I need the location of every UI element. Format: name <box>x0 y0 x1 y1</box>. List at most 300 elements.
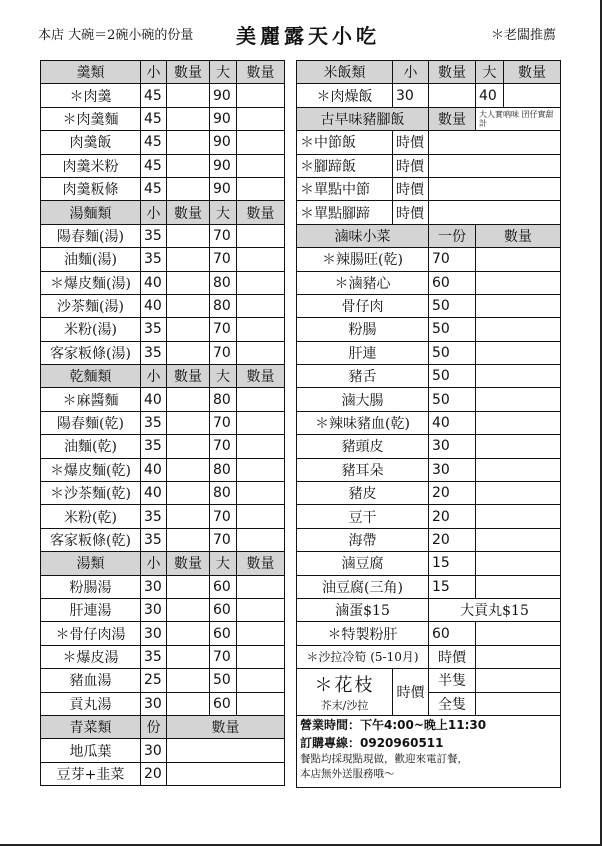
col-qty-label: 數量 <box>429 107 476 130</box>
qty-input[interactable] <box>476 528 561 551</box>
qty-input[interactable] <box>476 458 561 481</box>
item-price: 時價 <box>393 201 429 224</box>
section-title: 古早味豬腳飯 <box>297 107 429 130</box>
menu-item-row <box>41 739 285 762</box>
large-price: 70 <box>210 248 237 271</box>
small-qty-input[interactable] <box>167 692 210 715</box>
small-price: 40 <box>141 294 167 317</box>
item-name: ＊沙茶麵(乾) <box>41 482 141 505</box>
large-price: 70 <box>210 645 237 668</box>
large-qty-input[interactable] <box>237 435 285 458</box>
small-price: 35 <box>141 505 167 528</box>
large-qty-input[interactable] <box>237 154 285 177</box>
item-name: 滷豆腐 <box>297 552 429 575</box>
egg-item: 滷蛋$15 <box>297 598 429 621</box>
large-qty-input[interactable] <box>237 482 285 505</box>
large-qty-input[interactable] <box>237 388 285 411</box>
item-price: 20 <box>429 505 476 528</box>
slogan-note: 大人實吶味 囝仔實甜計 <box>479 109 554 128</box>
small-price: 35 <box>141 318 167 341</box>
large-qty-input[interactable] <box>237 224 285 247</box>
item-name: 骨仔肉 <box>297 294 429 317</box>
item-name: 粉腸 <box>297 318 429 341</box>
item-name: 肉羹飯 <box>41 131 141 154</box>
qty-input[interactable] <box>167 762 285 785</box>
item-name: ＊肉羹麵 <box>41 107 141 130</box>
menu-item-row <box>297 645 561 668</box>
large-price: 70 <box>210 435 237 458</box>
item-name: 陽春麵(湯) <box>41 224 141 247</box>
small-qty-input[interactable] <box>167 224 210 247</box>
small-qty-input[interactable] <box>167 622 210 645</box>
menu-item-row <box>41 388 285 411</box>
menu-item-row <box>297 552 561 575</box>
section-title: 湯類 <box>41 552 141 575</box>
small-price: 25 <box>141 669 167 692</box>
large-price: 50 <box>210 669 237 692</box>
item-name: 豬皮 <box>297 482 429 505</box>
item-name: ＊辣味豬血(乾) <box>297 411 429 434</box>
menu-item-row <box>297 365 561 388</box>
qty-input[interactable] <box>476 248 561 271</box>
section-title: 青菜類 <box>41 715 141 738</box>
menu-item-row <box>41 341 285 364</box>
menu-item-row <box>297 388 561 411</box>
col-portion-label: 份 <box>141 715 167 738</box>
large-qty-input[interactable] <box>237 692 285 715</box>
qty-input[interactable] <box>429 177 561 200</box>
item-name: 豬頭皮 <box>297 435 429 458</box>
portion-note: 本店 大碗＝2碗小碗的份量 <box>38 28 194 43</box>
item-price: 時價 <box>393 177 429 200</box>
menu-item-row <box>41 598 285 621</box>
item-price: 50 <box>429 341 476 364</box>
menu-item-row <box>41 177 285 200</box>
col-qty-label: 數量 <box>237 61 285 84</box>
col-qty-label: 數量 <box>476 224 561 247</box>
large-qty-input[interactable] <box>237 177 285 200</box>
large-price: 70 <box>210 341 237 364</box>
col-portion-label: 一份 <box>429 224 476 247</box>
large-qty-input[interactable] <box>237 107 285 130</box>
item-name: 肉羹粄條 <box>41 177 141 200</box>
qty-input[interactable] <box>429 131 561 154</box>
qty-input[interactable] <box>476 411 561 434</box>
small-price: 35 <box>141 645 167 668</box>
menu-item-row <box>41 84 285 107</box>
qty-input[interactable] <box>476 552 561 575</box>
small-price: 35 <box>141 224 167 247</box>
item-price: 60 <box>429 271 476 294</box>
section-header-pork-knuckle <box>297 107 561 130</box>
small-price: 40 <box>141 388 167 411</box>
small-qty-input[interactable] <box>167 318 210 341</box>
small-qty-input[interactable] <box>167 669 210 692</box>
section-header-veg <box>41 715 285 738</box>
large-price: 60 <box>210 692 237 715</box>
small-qty-input[interactable] <box>167 505 210 528</box>
item-name: 肉羹米粉 <box>41 154 141 177</box>
menu-item-row <box>41 645 285 668</box>
menu-item-row <box>41 435 285 458</box>
large-price: 60 <box>210 622 237 645</box>
large-price: 70 <box>210 411 237 434</box>
menu-item-row <box>297 177 561 200</box>
menu-item-row <box>297 528 561 551</box>
section-title: 湯麵類 <box>41 201 141 224</box>
menu-item-row <box>297 131 561 154</box>
menu-item-row <box>297 458 561 481</box>
squid-name-cell <box>297 669 393 716</box>
menu-item-row <box>41 224 285 247</box>
small-price: 35 <box>141 248 167 271</box>
menu-item-row <box>41 107 285 130</box>
item-price: 50 <box>429 365 476 388</box>
col-large-label: 大 <box>210 552 237 575</box>
large-qty-input[interactable] <box>237 131 285 154</box>
col-qty-label: 數量 <box>237 201 285 224</box>
menu-item-row <box>41 458 285 481</box>
large-price: 90 <box>210 107 237 130</box>
small-qty-input[interactable] <box>167 341 210 364</box>
item-name: ＊爆皮麵(乾) <box>41 458 141 481</box>
item-name: ＊爆皮湯 <box>41 645 141 668</box>
menu-item-row <box>41 131 285 154</box>
large-price: 80 <box>210 482 237 505</box>
menu-item-row <box>297 201 561 224</box>
small-price: 45 <box>141 154 167 177</box>
large-qty-input[interactable] <box>237 458 285 481</box>
menu-item-row <box>41 411 285 434</box>
small-qty-input[interactable] <box>167 107 210 130</box>
menu-item-row <box>41 505 285 528</box>
squid-name: ＊花枝 <box>314 675 375 697</box>
section-title: 羹類 <box>41 61 141 84</box>
small-qty-input[interactable] <box>167 177 210 200</box>
item-name: 客家粄條(乾) <box>41 528 141 551</box>
item-name: 豆干 <box>297 505 429 528</box>
qty-input[interactable] <box>429 154 561 177</box>
large-qty-input[interactable] <box>237 318 285 341</box>
section-header-dry-noodle <box>41 365 285 388</box>
small-qty-input[interactable] <box>167 248 210 271</box>
section-title: 滷味小菜 <box>297 224 429 247</box>
recommend-note: ＊老闆推薦 <box>490 28 556 43</box>
col-qty-label: 數量 <box>167 552 210 575</box>
large-qty-input[interactable] <box>237 248 285 271</box>
large-price: 90 <box>210 131 237 154</box>
small-price: 30 <box>393 84 429 107</box>
right-menu-table <box>296 60 561 788</box>
menu-item-row <box>297 505 561 528</box>
menu-item-row <box>41 482 285 505</box>
half-qty-input[interactable] <box>476 669 561 692</box>
large-price: 70 <box>210 505 237 528</box>
menu-item-row <box>41 669 285 692</box>
store-info <box>297 715 561 787</box>
large-price: 70 <box>210 528 237 551</box>
small-qty-input[interactable] <box>167 131 210 154</box>
section-title: 乾麵類 <box>41 365 141 388</box>
small-qty-input[interactable] <box>167 482 210 505</box>
item-price: 50 <box>429 294 476 317</box>
small-qty-input[interactable] <box>167 528 210 551</box>
small-price: 40 <box>141 271 167 294</box>
left-menu-table <box>40 60 285 786</box>
col-qty-label: 數量 <box>237 552 285 575</box>
item-price: 50 <box>429 318 476 341</box>
item-name: 肝連湯 <box>41 598 141 621</box>
item-name: ＊單點中節 <box>297 177 393 200</box>
qty-input[interactable] <box>167 739 285 762</box>
qty-input[interactable] <box>476 645 561 668</box>
info-row <box>297 715 561 787</box>
col-small-label: 小 <box>141 61 167 84</box>
small-qty-input[interactable] <box>167 411 210 434</box>
small-price: 35 <box>141 435 167 458</box>
small-price: 30 <box>141 598 167 621</box>
item-price: 30 <box>141 739 167 762</box>
menu-item-row <box>41 622 285 645</box>
item-name: 米粉(乾) <box>41 505 141 528</box>
qty-input[interactable] <box>476 294 561 317</box>
menu-item-row <box>297 598 561 621</box>
menu-item-row <box>297 248 561 271</box>
col-small-label: 小 <box>141 552 167 575</box>
qty-input[interactable] <box>476 435 561 458</box>
col-qty-label: 數量 <box>167 201 210 224</box>
delivery-note: 本店無外送服務哦～ <box>300 767 395 780</box>
item-name: ＊肉燥飯 <box>297 84 393 107</box>
item-price: 時價 <box>393 154 429 177</box>
small-price: 35 <box>141 411 167 434</box>
item-price: 20 <box>141 762 167 785</box>
menu-item-row <box>41 575 285 598</box>
small-qty-input[interactable] <box>167 84 210 107</box>
menu-item-row <box>297 341 561 364</box>
qty-input[interactable] <box>476 365 561 388</box>
meatball-item: 大貢丸$15 <box>429 598 561 621</box>
item-price: 70 <box>429 248 476 271</box>
large-qty-input[interactable] <box>237 294 285 317</box>
item-price: 30 <box>429 458 476 481</box>
item-name: 粉腸湯 <box>41 575 141 598</box>
large-price: 60 <box>210 575 237 598</box>
menu-item-row <box>297 318 561 341</box>
small-price: 45 <box>141 131 167 154</box>
item-price: 30 <box>429 435 476 458</box>
item-price: 60 <box>429 622 476 645</box>
large-qty-input[interactable] <box>237 645 285 668</box>
qty-input[interactable] <box>476 341 561 364</box>
small-qty-input[interactable] <box>167 458 210 481</box>
section-header-braised <box>297 224 561 247</box>
order-phone: 訂購專線：0920960511 <box>300 735 444 750</box>
item-price: 15 <box>429 552 476 575</box>
item-price: 20 <box>429 482 476 505</box>
large-qty-input[interactable] <box>237 598 285 621</box>
menu-item-row <box>297 271 561 294</box>
col-qty-label: 數量 <box>429 61 476 84</box>
menu-item-row <box>297 435 561 458</box>
qty-input[interactable] <box>476 388 561 411</box>
small-qty-input[interactable] <box>167 435 210 458</box>
section-title: 米飯類 <box>297 61 393 84</box>
small-qty-input[interactable] <box>429 84 476 107</box>
large-qty-input[interactable] <box>237 341 285 364</box>
whole-qty-input[interactable] <box>476 692 561 715</box>
item-name: ＊特製粉肝 <box>297 622 429 645</box>
qty-input[interactable] <box>476 575 561 598</box>
qty-input[interactable] <box>476 271 561 294</box>
item-name: 油豆腐(三角) <box>297 575 429 598</box>
menu-item-row <box>297 154 561 177</box>
qty-input[interactable] <box>429 201 561 224</box>
item-name: ＊爆皮麵(湯) <box>41 271 141 294</box>
item-name: ＊辣腸旺(乾) <box>297 248 429 271</box>
small-qty-input[interactable] <box>167 294 210 317</box>
item-name: 客家粄條(湯) <box>41 341 141 364</box>
menu-item-row <box>41 154 285 177</box>
col-small-label: 小 <box>141 201 167 224</box>
section-header-rice <box>297 61 561 84</box>
section-header-soup <box>41 552 285 575</box>
page-title: 美麗露天小吃 <box>236 24 380 48</box>
col-large-label: 大 <box>210 201 237 224</box>
small-price: 35 <box>141 341 167 364</box>
col-qty-label: 數量 <box>167 61 210 84</box>
item-name: ＊滷豬心 <box>297 271 429 294</box>
menu-item-row <box>297 622 561 645</box>
item-name: 沙茶麵(湯) <box>41 294 141 317</box>
large-price: 90 <box>210 154 237 177</box>
item-name: 貢丸湯 <box>41 692 141 715</box>
small-qty-input[interactable] <box>167 154 210 177</box>
large-qty-input[interactable] <box>237 271 285 294</box>
item-name: ＊腳蹄飯 <box>297 154 393 177</box>
item-price: 20 <box>429 528 476 551</box>
item-name: ＊骨仔肉湯 <box>41 622 141 645</box>
small-qty-input[interactable] <box>167 388 210 411</box>
item-name: 油麵(湯) <box>41 248 141 271</box>
small-price: 45 <box>141 84 167 107</box>
large-qty-input[interactable] <box>237 411 285 434</box>
large-qty-input[interactable] <box>237 84 285 107</box>
squid-price: 時價 <box>393 669 429 716</box>
large-qty-input[interactable] <box>237 505 285 528</box>
item-name: ＊中節飯 <box>297 131 393 154</box>
item-name: 滷大腸 <box>297 388 429 411</box>
col-qty-label: 數量 <box>167 365 210 388</box>
menu-item-row <box>41 692 285 715</box>
item-name: 米粉(湯) <box>41 318 141 341</box>
large-qty-input[interactable] <box>237 669 285 692</box>
small-price: 40 <box>141 482 167 505</box>
item-name: 豬血湯 <box>41 669 141 692</box>
order-note: 餐點均採現點現做，歡迎來電訂餐， <box>300 752 468 765</box>
large-qty-input[interactable] <box>237 528 285 551</box>
menu-item-row <box>297 411 561 434</box>
menu-item-row <box>297 294 561 317</box>
squid-half-label: 半隻 <box>429 669 476 692</box>
col-large-label: 大 <box>210 365 237 388</box>
business-hours: 營業時間：下午4:00~晚上11:30 <box>300 717 487 732</box>
menu-item-row <box>41 294 285 317</box>
item-name: 油麵(乾) <box>41 435 141 458</box>
col-small-label: 小 <box>141 365 167 388</box>
small-price: 30 <box>141 692 167 715</box>
item-name: ＊沙拉冷筍 (5-10月) <box>297 645 429 668</box>
large-price: 80 <box>210 271 237 294</box>
qty-input[interactable] <box>476 505 561 528</box>
menu-item-row <box>41 271 285 294</box>
item-name: ＊肉羹 <box>41 84 141 107</box>
large-price: 60 <box>210 598 237 621</box>
large-qty-input[interactable] <box>504 84 561 107</box>
menu-item-row <box>41 528 285 551</box>
item-name: ＊麻醬麵 <box>41 388 141 411</box>
small-price: 30 <box>141 575 167 598</box>
col-qty-label: 數量 <box>504 61 561 84</box>
small-price: 40 <box>141 458 167 481</box>
menu-item-row <box>41 318 285 341</box>
item-name: 海帶 <box>297 528 429 551</box>
large-qty-input[interactable] <box>237 622 285 645</box>
menu-item-row-squid <box>297 669 561 692</box>
menu-item-row <box>297 84 561 107</box>
col-large-label: 大 <box>210 61 237 84</box>
menu-item-row <box>297 575 561 598</box>
large-price: 80 <box>210 458 237 481</box>
col-small-label: 小 <box>393 61 429 84</box>
item-name: 陽春麵(乾) <box>41 411 141 434</box>
small-price: 35 <box>141 528 167 551</box>
item-price: 50 <box>429 388 476 411</box>
col-large-label: 大 <box>476 61 504 84</box>
small-qty-input[interactable] <box>167 598 210 621</box>
menu-item-row <box>297 482 561 505</box>
squid-sauce-options: 芥末/沙拉 <box>320 699 369 713</box>
qty-input[interactable] <box>476 482 561 505</box>
item-name: 豬舌 <box>297 365 429 388</box>
large-price: 80 <box>210 294 237 317</box>
small-qty-input[interactable] <box>167 271 210 294</box>
item-price: 15 <box>429 575 476 598</box>
menu-item-row <box>41 762 285 785</box>
small-qty-input[interactable] <box>167 645 210 668</box>
small-price: 30 <box>141 622 167 645</box>
large-price: 80 <box>210 388 237 411</box>
item-name: ＊單點腳蹄 <box>297 201 393 224</box>
col-qty-label: 數量 <box>237 365 285 388</box>
small-price: 45 <box>141 177 167 200</box>
small-price: 45 <box>141 107 167 130</box>
item-name: 豆芽+韭菜 <box>41 762 141 785</box>
large-price: 70 <box>210 318 237 341</box>
qty-input[interactable] <box>476 318 561 341</box>
large-price: 90 <box>210 177 237 200</box>
col-qty-label: 數量 <box>167 715 285 738</box>
large-price: 90 <box>210 84 237 107</box>
item-name: 肝連 <box>297 341 429 364</box>
menu-item-row <box>41 248 285 271</box>
qty-input[interactable] <box>476 622 561 645</box>
section-note <box>476 107 561 130</box>
item-price: 時價 <box>393 131 429 154</box>
item-price: 時價 <box>429 645 476 668</box>
large-qty-input[interactable] <box>237 575 285 598</box>
small-qty-input[interactable] <box>167 575 210 598</box>
